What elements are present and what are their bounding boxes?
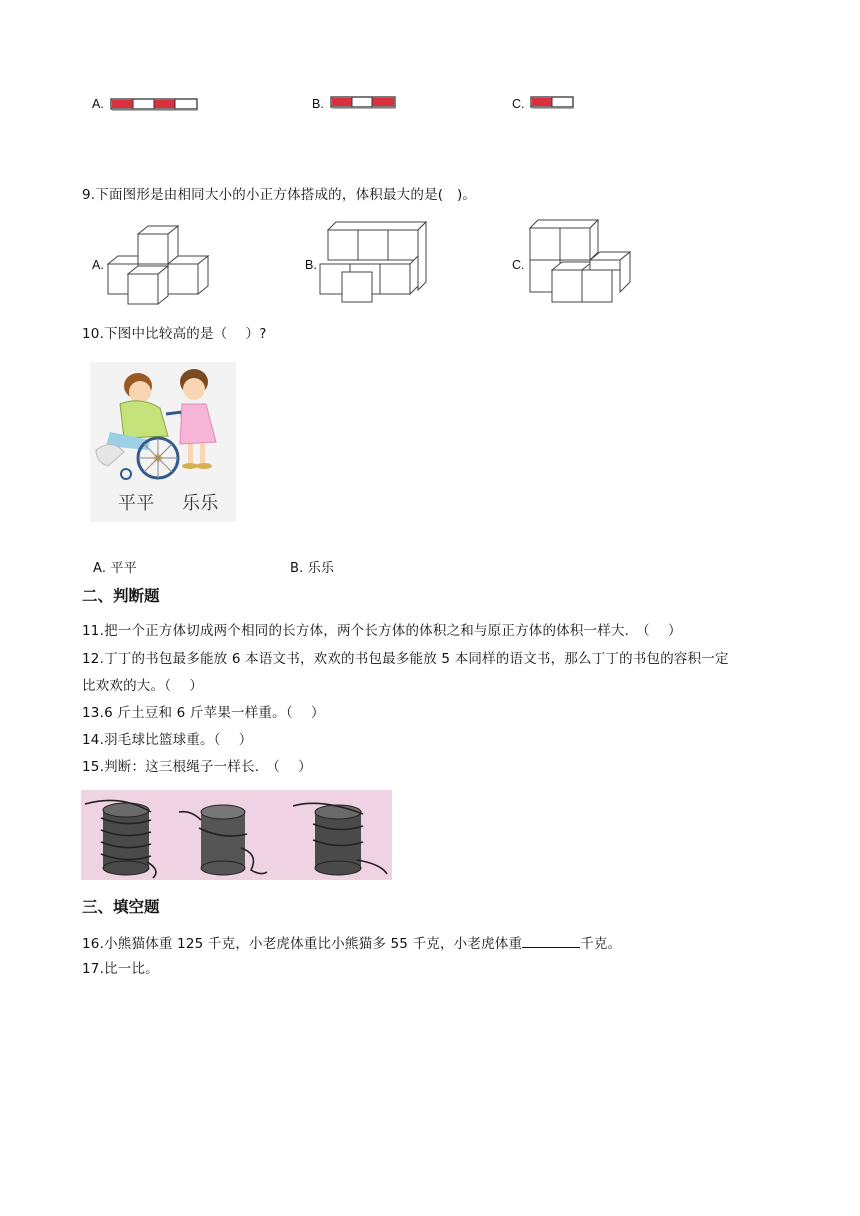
q8-option-a-ruler <box>110 97 200 113</box>
q15-question: 15.判断：这三根绳子一样长. （ ） <box>82 759 312 775</box>
q13-question: 13.6 斤土豆和 6 斤苹果一样重。（ ） <box>82 705 325 721</box>
q10-option-b-label: B. <box>290 561 304 576</box>
q11-question: 11.把一个正方体切成两个相同的长方体，两个长方体的体积之和与原正方体的体积一样大. （ ） <box>82 623 682 639</box>
q8-option-b-ruler <box>330 95 400 111</box>
q16-text-after: 千克。 <box>580 936 622 952</box>
q9-option-c-label: C. <box>512 258 525 272</box>
q9-question: 9.下面图形是由相同大小的小正方体搭成的，体积最大的是( )。 <box>82 187 477 203</box>
section-2-title: 二、判断题 <box>82 587 160 605</box>
q10-name-lele: 乐乐 <box>182 493 219 514</box>
q8-option-a-label: A. <box>92 97 104 111</box>
q16-question <box>82 933 621 953</box>
q10-option-a-label: A. <box>93 561 107 576</box>
q8-option-c-ruler <box>530 95 578 111</box>
q14-question: 14.羽毛球比篮球重。（ ） <box>82 732 253 748</box>
q16-answer-blank[interactable] <box>522 933 580 948</box>
q15-rope-cylinders-image <box>81 790 392 880</box>
q8-option-c-label: C. <box>512 97 525 111</box>
section-3-title: 三、填空题 <box>82 898 160 916</box>
q10-option-a <box>93 560 137 578</box>
q12-question-line2: 比欢欢的大。（ ） <box>82 678 204 694</box>
q10-question: 10.下图中比较高的是（ ）? <box>82 326 267 342</box>
q12-question-line1: 12.丁丁的书包最多能放 6 本语文书，欢欢的书包最多能放 5 本同样的语文书，那么丁丁的书包的容积一定 <box>82 651 729 667</box>
q9-option-b-cubes <box>320 220 430 306</box>
q17-question: 17.比一比。 <box>82 961 159 977</box>
q8-option-b-label: B. <box>312 97 324 111</box>
q10-option-a-text: 平平 <box>110 561 137 576</box>
q10-option-b <box>290 560 334 578</box>
q10-name-pingping: 平平 <box>118 493 155 514</box>
q9-option-c-cubes <box>528 220 634 306</box>
q9-option-b-label: B. <box>305 258 317 272</box>
q16-text-before: 16.小熊猫体重 125 千克，小老虎体重比小熊猫多 55 千克，小老虎体重 <box>82 936 523 952</box>
q10-option-b-text: 乐乐 <box>307 561 335 576</box>
q9-option-a-label: A. <box>92 258 104 272</box>
q9-option-a-cubes <box>108 218 220 308</box>
